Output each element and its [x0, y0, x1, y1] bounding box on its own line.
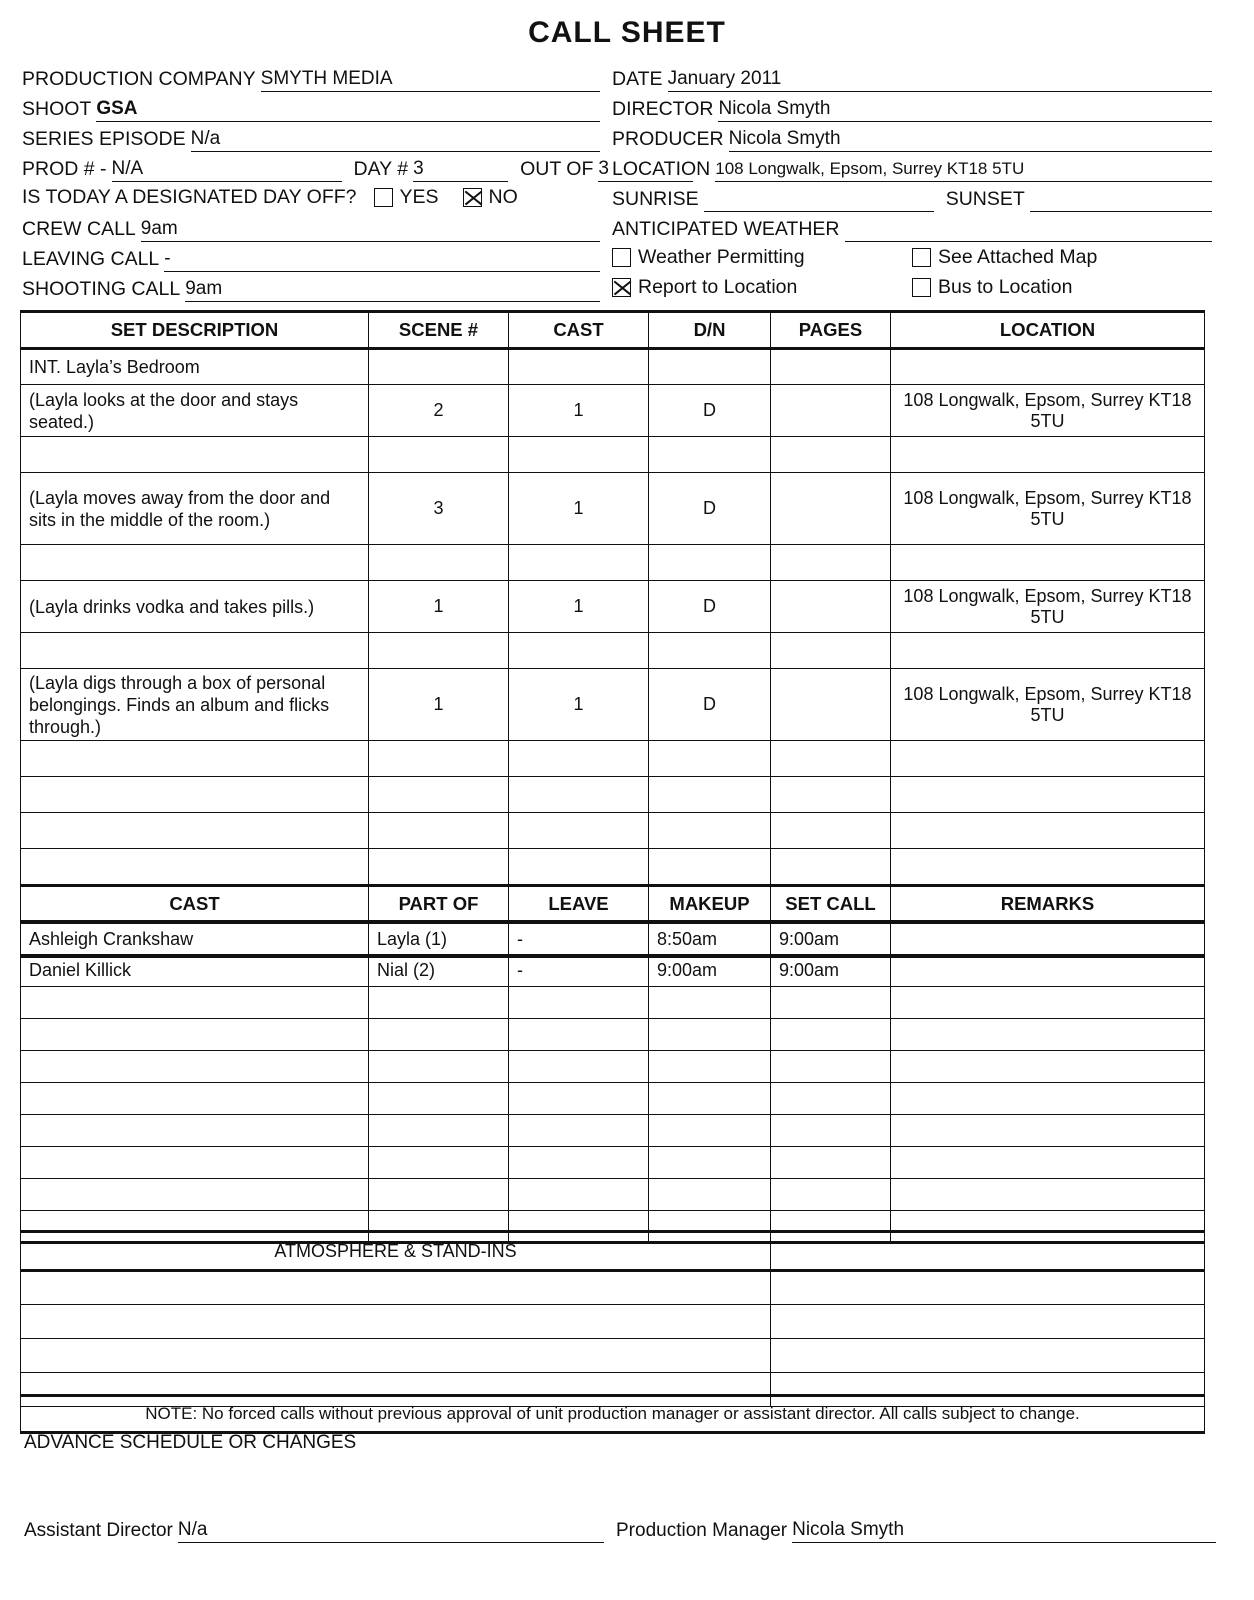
- cell-part-of: [369, 987, 509, 1019]
- cell-cast-name: [21, 1019, 369, 1051]
- table-row[interactable]: [21, 581, 1205, 633]
- atmosphere-title: ATMOSPHERE & STAND-INS: [21, 1232, 771, 1271]
- table-row[interactable]: [21, 1179, 1205, 1211]
- producer-value[interactable]: Nicola Smyth: [729, 126, 1212, 152]
- field-designated-day-off: [22, 182, 600, 212]
- series-episode-value[interactable]: N/a: [191, 126, 600, 152]
- column-header-makeup: MAKEUP: [649, 886, 771, 923]
- cell-remarks: [891, 987, 1205, 1019]
- note-text: NOTE: No forced calls without previous approval of unit production manager or assistant director. All calls subject to change.: [21, 1396, 1205, 1433]
- field-series-episode: [22, 122, 600, 152]
- table-row[interactable]: [21, 955, 1205, 987]
- cell-part-of: [369, 1147, 509, 1179]
- cell-cast: 1: [509, 473, 649, 545]
- cell-leave: -: [509, 923, 649, 955]
- cell-dn: [649, 437, 771, 473]
- option-see-attached-map[interactable]: [912, 242, 1212, 272]
- day-off-yes-label: YES: [399, 186, 439, 208]
- cell-leave: [509, 1019, 649, 1051]
- day-off-label: IS TODAY A DESIGNATED DAY OFF?: [22, 186, 357, 208]
- column-header-leave: LEAVE: [509, 886, 649, 923]
- cell-location: [891, 349, 1205, 385]
- cell-set-description: [21, 437, 369, 473]
- cell-cast-name: Ashleigh Crankshaw: [21, 923, 369, 955]
- cell-set-description: (Layla drinks vodka and takes pills.): [21, 581, 369, 633]
- column-header-part-of: PART OF: [369, 886, 509, 923]
- table-row[interactable]: [21, 473, 1205, 545]
- cell-pages: [771, 669, 891, 741]
- cell-set-description: [21, 545, 369, 581]
- cell-scene-number: [369, 849, 509, 885]
- scene-table-header-row: [21, 312, 1205, 349]
- table-row[interactable]: [21, 633, 1205, 669]
- table-row[interactable]: [21, 545, 1205, 581]
- cell-cast: 1: [509, 385, 649, 437]
- checkbox-day-off-no[interactable]: [463, 188, 482, 207]
- cell-location: [891, 849, 1205, 885]
- cell-pages: [771, 437, 891, 473]
- cell-makeup: [649, 1051, 771, 1083]
- cell-dn: D: [649, 473, 771, 545]
- cell-leave: [509, 987, 649, 1019]
- cell-leave: [509, 1083, 649, 1115]
- cell-pages: [771, 385, 891, 437]
- cell-set-call: [771, 987, 891, 1019]
- cell-cast-name: [21, 1147, 369, 1179]
- field-sunrise-sunset: [612, 182, 1212, 212]
- cell-part-of: Nial (2): [369, 955, 509, 987]
- cell-cast-name: [21, 987, 369, 1019]
- cell-leave: [509, 1115, 649, 1147]
- cell-cast: [509, 437, 649, 473]
- cell-set-description: [21, 741, 369, 777]
- out-of-value[interactable]: 3: [598, 156, 693, 182]
- table-row[interactable]: [21, 437, 1205, 473]
- cell-dn: [649, 349, 771, 385]
- atmosphere-stand-ins-table: [20, 1230, 1205, 1407]
- shoot-label: SHOOT: [22, 98, 92, 120]
- field-producer: [612, 122, 1212, 152]
- cell-pages: [771, 545, 891, 581]
- cell-set-call: [771, 1083, 891, 1115]
- column-header-set-call: SET CALL: [771, 886, 891, 923]
- cell-atmosphere-name: [21, 1305, 771, 1339]
- crew-call-label: CREW CALL: [22, 218, 136, 240]
- date-value[interactable]: January 2011: [668, 66, 1212, 92]
- option-report-to-location[interactable]: [612, 272, 912, 302]
- cell-dn: [649, 545, 771, 581]
- cell-pages: [771, 581, 891, 633]
- atmosphere-title-spacer: [771, 1232, 1205, 1271]
- column-header-set-description: SET DESCRIPTION: [21, 312, 369, 349]
- column-header-remarks: REMARKS: [891, 886, 1205, 923]
- table-row[interactable]: [21, 1147, 1205, 1179]
- cell-scene-number: [369, 633, 509, 669]
- advance-schedule-label: ADVANCE SCHEDULE OR CHANGES: [24, 1432, 357, 1453]
- checkbox-report-to-location[interactable]: [612, 278, 631, 297]
- field-location: [612, 152, 1212, 182]
- cell-scene-number: [369, 777, 509, 813]
- cast-call-table: [20, 884, 1205, 1244]
- cell-pages: [771, 633, 891, 669]
- cell-set-call: [771, 1115, 891, 1147]
- cell-part-of: [369, 1179, 509, 1211]
- cell-location: [891, 741, 1205, 777]
- table-row[interactable]: [21, 1019, 1205, 1051]
- checkbox-see-attached-map[interactable]: [912, 248, 931, 267]
- day-number-label: DAY #: [353, 158, 409, 180]
- header-left-column: [22, 62, 609, 302]
- cell-leave: [509, 1179, 649, 1211]
- cell-part-of: [369, 1019, 509, 1051]
- scene-schedule-table: [20, 310, 1205, 958]
- column-header-location: LOCATION: [891, 312, 1205, 349]
- cell-cast: [509, 849, 649, 885]
- cell-location: 108 Longwalk, Epsom, Surrey KT18 5TU: [891, 581, 1205, 633]
- note-row: [21, 1396, 1205, 1433]
- cell-set-description: INT. Layla’s Bedroom: [21, 349, 369, 385]
- cell-part-of: Layla (1): [369, 923, 509, 955]
- header-right-column: [612, 62, 1212, 302]
- shooting-call-value[interactable]: 9am: [185, 276, 600, 302]
- sunset-value[interactable]: [1030, 211, 1212, 212]
- cell-location: [891, 813, 1205, 849]
- cell-remarks: [891, 923, 1205, 955]
- day-number-value[interactable]: 3: [413, 156, 508, 182]
- checkbox-day-off-yes[interactable]: [374, 188, 393, 207]
- cell-scene-number: 1: [369, 581, 509, 633]
- option-weather-permitting[interactable]: [612, 242, 912, 272]
- cell-makeup: [649, 987, 771, 1019]
- sunrise-value[interactable]: [704, 211, 934, 212]
- production-manager-value[interactable]: Nicola Smyth: [792, 1518, 1216, 1543]
- atmosphere-row[interactable]: [21, 1305, 1205, 1339]
- cell-set-call: [771, 1019, 891, 1051]
- assistant-director-label: Assistant Director: [24, 1520, 173, 1541]
- cell-makeup: 8:50am: [649, 923, 771, 955]
- series-episode-label: SERIES EPISODE: [22, 128, 186, 150]
- producer-label: PRODUCER: [612, 128, 724, 150]
- cell-cast-name: [21, 1179, 369, 1211]
- cell-set-call: 9:00am: [771, 923, 891, 955]
- prod-number-label: PROD # -: [22, 158, 107, 180]
- cell-remarks: [891, 1147, 1205, 1179]
- cell-remarks: [891, 1019, 1205, 1051]
- table-row[interactable]: [21, 385, 1205, 437]
- cell-scene-number: [369, 349, 509, 385]
- report-to-location-label: Report to Location: [638, 276, 798, 298]
- cell-scene-number: 2: [369, 385, 509, 437]
- cell-set-call: 9:00am: [771, 955, 891, 987]
- atmosphere-title-row: [21, 1232, 1205, 1271]
- cell-dn: [649, 777, 771, 813]
- cell-pages: [771, 349, 891, 385]
- cell-makeup: [649, 1179, 771, 1211]
- cell-set-description: (Layla looks at the door and stays seated.): [21, 385, 369, 437]
- cell-atmosphere-name: [21, 1271, 771, 1305]
- shoot-value[interactable]: GSA: [96, 96, 600, 122]
- cell-location: [891, 633, 1205, 669]
- cell-part-of: [369, 1051, 509, 1083]
- cell-pages: [771, 777, 891, 813]
- field-leaving-call: [22, 242, 600, 272]
- table-row[interactable]: [21, 1051, 1205, 1083]
- cell-cast-name: [21, 1115, 369, 1147]
- cell-pages: [771, 741, 891, 777]
- cell-scene-number: 3: [369, 473, 509, 545]
- field-prod-number-row: [22, 152, 609, 182]
- cell-cast-name: Daniel Killick: [21, 955, 369, 987]
- cell-cast: [509, 741, 649, 777]
- cell-dn: [649, 633, 771, 669]
- cell-remarks: [891, 1051, 1205, 1083]
- weather-permitting-label: Weather Permitting: [638, 246, 805, 268]
- weather-permitting-row: [612, 242, 1212, 272]
- page-title: CALL SHEET: [528, 16, 726, 49]
- leaving-call-label: LEAVING CALL: [22, 248, 160, 270]
- prod-number-value[interactable]: N/A: [112, 156, 342, 182]
- cell-location: [891, 545, 1205, 581]
- sunset-label: SUNSET: [945, 188, 1025, 210]
- cell-atmosphere-detail: [771, 1271, 1205, 1305]
- atmosphere-row[interactable]: [21, 1271, 1205, 1305]
- column-header-dn: D/N: [649, 312, 771, 349]
- table-row[interactable]: [21, 1115, 1205, 1147]
- cell-cast: [509, 633, 649, 669]
- atmosphere-row[interactable]: [21, 1339, 1205, 1373]
- cell-atmosphere-name: [21, 1339, 771, 1373]
- cell-location: 108 Longwalk, Epsom, Surrey KT18 5TU: [891, 669, 1205, 741]
- cell-cast: [509, 349, 649, 385]
- checkbox-bus-to-location[interactable]: [912, 278, 931, 297]
- cell-cast: [509, 777, 649, 813]
- cell-dn: [649, 741, 771, 777]
- cell-cast: [509, 545, 649, 581]
- crew-call-value[interactable]: 9am: [141, 216, 600, 242]
- table-row[interactable]: [21, 777, 1205, 813]
- cell-cast: [509, 813, 649, 849]
- cell-scene-number: 1: [369, 669, 509, 741]
- field-director: [612, 92, 1212, 122]
- cell-dn: D: [649, 581, 771, 633]
- date-label: DATE: [612, 68, 663, 90]
- out-of-label: OUT OF: [520, 158, 594, 180]
- cell-pages: [771, 813, 891, 849]
- assistant-director-field: [24, 1518, 604, 1543]
- cell-set-description: [21, 849, 369, 885]
- table-row[interactable]: [21, 813, 1205, 849]
- cell-atmosphere-detail: [771, 1339, 1205, 1373]
- cell-set-call: [771, 1147, 891, 1179]
- cell-dn: [649, 813, 771, 849]
- director-value[interactable]: Nicola Smyth: [718, 96, 1212, 122]
- cell-dn: D: [649, 669, 771, 741]
- cell-cast-name: [21, 1051, 369, 1083]
- cell-location: [891, 437, 1205, 473]
- cell-set-description: [21, 777, 369, 813]
- location-label: LOCATION: [612, 158, 711, 180]
- checkbox-weather-permitting[interactable]: [612, 248, 631, 267]
- cell-makeup: [649, 1083, 771, 1115]
- column-header-scene-number: SCENE #: [369, 312, 509, 349]
- cell-set-description: [21, 813, 369, 849]
- cell-scene-number: [369, 437, 509, 473]
- cell-cast: 1: [509, 669, 649, 741]
- cell-makeup: [649, 1147, 771, 1179]
- assistant-director-value[interactable]: N/a: [178, 1518, 604, 1543]
- cell-scene-number: [369, 545, 509, 581]
- shooting-call-label: SHOOTING CALL: [22, 278, 181, 300]
- table-row[interactable]: [21, 669, 1205, 741]
- column-header-pages: PAGES: [771, 312, 891, 349]
- cell-leave: -: [509, 955, 649, 987]
- cell-location: [891, 777, 1205, 813]
- table-row[interactable]: [21, 987, 1205, 1019]
- cell-scene-number: [369, 813, 509, 849]
- see-attached-map-label: See Attached Map: [938, 246, 1098, 268]
- cell-remarks: [891, 1115, 1205, 1147]
- column-header-cast: CAST: [509, 312, 649, 349]
- location-value[interactable]: 108 Longwalk, Epsom, Surrey KT18 5TU: [715, 156, 1212, 182]
- table-row[interactable]: [21, 923, 1205, 955]
- table-row[interactable]: [21, 741, 1205, 777]
- production-manager-field: [616, 1518, 1216, 1543]
- cell-makeup: 9:00am: [649, 955, 771, 987]
- cell-dn: D: [649, 385, 771, 437]
- cell-cast: 1: [509, 581, 649, 633]
- field-production-company: [22, 62, 600, 92]
- table-row[interactable]: [21, 349, 1205, 385]
- cell-pages: [771, 473, 891, 545]
- leaving-call-value[interactable]: -: [164, 246, 600, 272]
- field-anticipated-weather: [612, 212, 1212, 242]
- report-to-location-row: [612, 272, 1212, 302]
- cell-set-description: [21, 633, 369, 669]
- cell-remarks: [891, 955, 1205, 987]
- cell-set-description: (Layla moves away from the door and sits in the middle of the room.): [21, 473, 369, 545]
- field-shoot: [22, 92, 600, 122]
- field-crew-call: [22, 212, 600, 242]
- cell-pages: [771, 849, 891, 885]
- cell-set-call: [771, 1179, 891, 1211]
- cell-makeup: [649, 1019, 771, 1051]
- note-table: [20, 1394, 1205, 1434]
- cell-atmosphere-detail: [771, 1305, 1205, 1339]
- cell-location: 108 Longwalk, Epsom, Surrey KT18 5TU: [891, 473, 1205, 545]
- cell-remarks: [891, 1179, 1205, 1211]
- option-bus-to-location[interactable]: [912, 272, 1212, 302]
- sunrise-label: SUNRISE: [612, 188, 699, 210]
- production-company-label: PRODUCTION COMPANY: [22, 68, 256, 90]
- day-off-no-label: NO: [488, 186, 518, 208]
- cell-scene-number: [369, 741, 509, 777]
- anticipated-weather-label: ANTICIPATED WEATHER: [612, 218, 840, 240]
- cast-table-header-row: [21, 886, 1205, 923]
- cell-part-of: [369, 1083, 509, 1115]
- cell-set-call: [771, 1051, 891, 1083]
- cell-remarks: [891, 1083, 1205, 1115]
- production-manager-label: Production Manager: [616, 1520, 788, 1541]
- production-company-value[interactable]: SMYTH MEDIA: [261, 66, 600, 92]
- cell-makeup: [649, 1115, 771, 1147]
- cell-set-description: (Layla digs through a box of personal belongings. Finds an album and flicks through.): [21, 669, 369, 741]
- column-header-cast-name: CAST: [21, 886, 369, 923]
- director-label: DIRECTOR: [612, 98, 714, 120]
- bus-to-location-label: Bus to Location: [938, 276, 1073, 298]
- cell-cast-name: [21, 1083, 369, 1115]
- field-shooting-call: [22, 272, 600, 302]
- cell-dn: [649, 849, 771, 885]
- cell-part-of: [369, 1115, 509, 1147]
- cell-leave: [509, 1051, 649, 1083]
- table-row[interactable]: [21, 849, 1205, 885]
- field-date: [612, 62, 1212, 92]
- cell-location: 108 Longwalk, Epsom, Surrey KT18 5TU: [891, 385, 1205, 437]
- table-row[interactable]: [21, 1083, 1205, 1115]
- cell-leave: [509, 1147, 649, 1179]
